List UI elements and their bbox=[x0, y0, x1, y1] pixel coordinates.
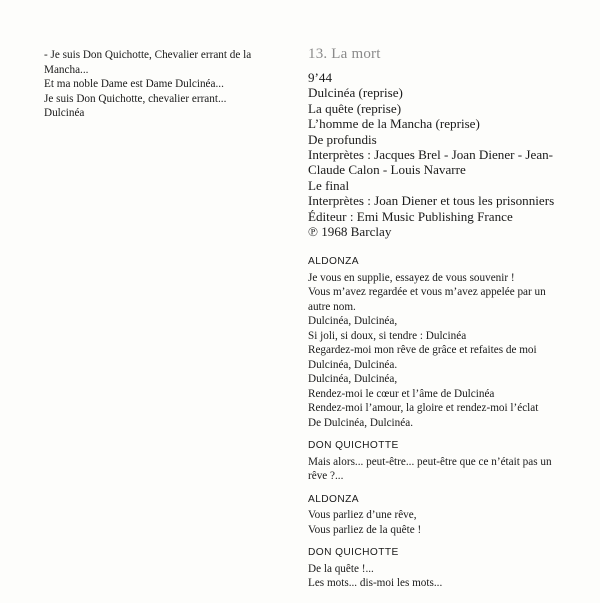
lyric-line: De Dulcinéa, Dulcinéa. bbox=[308, 416, 413, 429]
lyric-line: Dulcinéa bbox=[44, 107, 85, 120]
credit-duration: 9’44 bbox=[308, 70, 333, 85]
credit-line: Interprètes : Joan Diener et tous les prisonniers bbox=[308, 193, 555, 209]
credit-line: De profundis bbox=[308, 131, 377, 147]
lyric-line: Les mots... dis-moi les mots... bbox=[308, 577, 443, 590]
lyric-line: Et ma noble Dame est Dame Dulcinéa... bbox=[44, 78, 224, 91]
lyric-line: Vous parliez d’une rêve, bbox=[308, 509, 417, 522]
stanza bbox=[308, 255, 593, 430]
lyric-line: De la quête !... bbox=[308, 562, 374, 575]
speaker-name: DON QUICHOTTE bbox=[308, 547, 399, 559]
credit-line: Dulcinéa (reprise) bbox=[308, 85, 403, 101]
lyric-line: Rendez-moi le cœur et l’âme de Dulcinéa bbox=[308, 387, 495, 400]
lyric-line: Mais alors... peut-être... peut-être que ce n’était pas un bbox=[308, 455, 552, 468]
credit-line: L’homme de la Mancha (reprise) bbox=[308, 116, 480, 132]
lyric-line: Vous m’avez regardée et vous m’avez appelée par un bbox=[308, 286, 546, 299]
lyric-line: Dulcinéa, Dulcinéa, bbox=[308, 315, 398, 328]
track-credits bbox=[308, 70, 593, 239]
right-column bbox=[308, 46, 593, 600]
credit-line: Interprètes : Jacques Brel - Joan Diener - Jean- bbox=[308, 147, 554, 163]
stanza bbox=[308, 546, 593, 591]
credit-line: La quête (reprise) bbox=[308, 100, 402, 116]
speaker-name: DON QUICHOTTE bbox=[308, 440, 399, 452]
lyric-line: Vous parliez de la quête ! bbox=[308, 523, 422, 536]
lyric-line: Je suis Don Quichotte, chevalier errant... bbox=[44, 92, 227, 105]
stanza bbox=[308, 493, 593, 538]
stanza bbox=[308, 439, 593, 484]
lyric-line: Mancha... bbox=[44, 63, 89, 76]
credit-publisher: Éditeur : Emi Music Publishing France bbox=[308, 208, 513, 224]
lyrics-block bbox=[308, 255, 593, 591]
credit-line: Claude Calon - Louis Navarre bbox=[308, 162, 466, 178]
credit-line: Le final bbox=[308, 177, 350, 193]
speaker-name: ALDONZA bbox=[308, 256, 359, 268]
lyric-line: Dulcinéa, Dulcinéa, bbox=[308, 373, 398, 386]
left-column-lyrics bbox=[44, 48, 274, 121]
track-title: 13. La mort bbox=[308, 46, 381, 62]
lyric-line: Dulcinéa, Dulcinéa. bbox=[308, 358, 398, 371]
speaker-name: ALDONZA bbox=[308, 493, 359, 505]
credit-copyright: ℗ 1968 Barclay bbox=[308, 224, 392, 240]
lyric-line: Si joli, si doux, si tendre : Dulcinéa bbox=[308, 329, 467, 342]
lyric-line: Je vous en supplie, essayez de vous souvenir ! bbox=[308, 271, 515, 284]
lyric-line: - Je suis Don Quichotte, Chevalier errant de la bbox=[44, 49, 252, 61]
lyric-line: Regardez-moi mon rêve de grâce et refaites de moi bbox=[308, 344, 537, 357]
lyric-line: rêve ?... bbox=[308, 470, 344, 483]
lyric-line: autre nom. bbox=[308, 300, 356, 313]
lyric-line: Rendez-moi l’amour, la gloire et rendez-moi l’éclat bbox=[308, 402, 539, 415]
